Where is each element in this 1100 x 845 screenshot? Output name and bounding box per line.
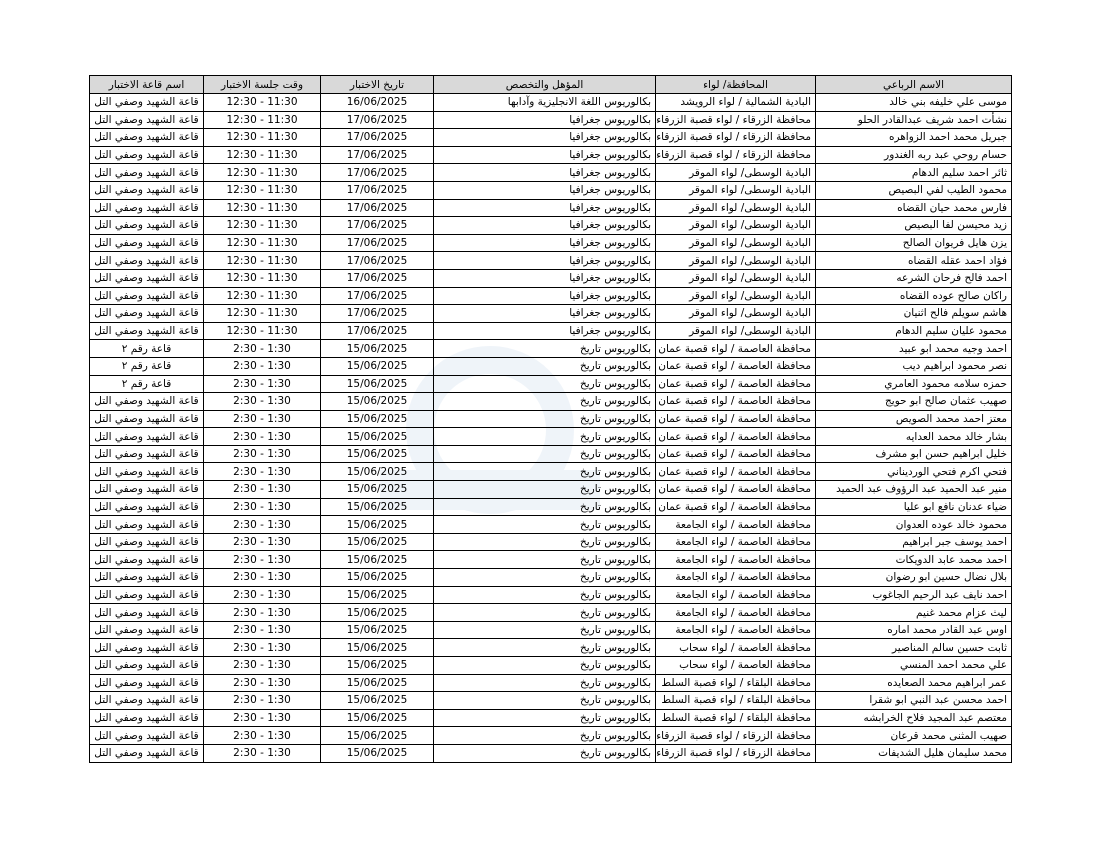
cell-governorate: محافظة العاصمة / لواء قصبة عمان [656,498,816,516]
cell-name: نشأت احمد شريف عبدالقادر الحلو [816,111,1012,129]
cell-exam-date: 17/06/2025 [321,305,434,323]
cell-name: احمد وجيه محمد ابو عبيد [816,340,1012,358]
cell-exam-date: 17/06/2025 [321,287,434,305]
cell-name: صهيب المثنى محمد قرعان [816,727,1012,745]
cell-exam-room: قاعة الشهيد وصفي التل [90,252,204,270]
cell-exam-room: قاعة الشهيد وصفي التل [90,516,204,534]
cell-exam-date: 15/06/2025 [321,551,434,569]
cell-exam-time: 11:30 - 12:30 [204,164,321,182]
cell-exam-date: 15/06/2025 [321,657,434,675]
cell-name: بلال نضال حسين ابو رضوان [816,569,1012,587]
cell-exam-time: 1:30 - 2:30 [204,375,321,393]
cell-exam-time: 11:30 - 12:30 [204,94,321,112]
table-row [90,146,1012,164]
cell-exam-time: 1:30 - 2:30 [204,428,321,446]
cell-name: عمر ابراهيم محمد الصعايده [816,674,1012,692]
cell-qualification: بكالوريوس تاريخ [434,586,656,604]
cell-exam-room: قاعة الشهيد وصفي التل [90,181,204,199]
table-row [90,709,1012,727]
cell-exam-date: 15/06/2025 [321,428,434,446]
cell-exam-room: قاعة الشهيد وصفي التل [90,164,204,182]
table-row [90,481,1012,499]
cell-exam-time: 1:30 - 2:30 [204,639,321,657]
cell-name: احمد محسن عبد النبي ابو شقرا [816,692,1012,710]
cell-name: راكان صالح عوده القضاه [816,287,1012,305]
header-qualification: المؤهل والتخصص [434,76,656,94]
cell-exam-room: قاعة الشهيد وصفي التل [90,639,204,657]
cell-exam-date: 17/06/2025 [321,217,434,235]
cell-qualification: بكالوريوس جغرافيا [434,164,656,182]
cell-exam-date: 15/06/2025 [321,357,434,375]
cell-exam-date: 15/06/2025 [321,586,434,604]
table-row [90,252,1012,270]
cell-qualification: بكالوريوس تاريخ [434,357,656,375]
cell-exam-room: قاعة الشهيد وصفي التل [90,445,204,463]
cell-name: يزن هايل فريوان الصالح [816,234,1012,252]
cell-exam-time: 1:30 - 2:30 [204,709,321,727]
table-row [90,287,1012,305]
cell-governorate: محافظة العاصمة / لواء الجامعة [656,621,816,639]
cell-qualification: بكالوريوس تاريخ [434,340,656,358]
table-row [90,129,1012,147]
cell-exam-room: قاعة الشهيد وصفي التل [90,428,204,446]
table-row [90,639,1012,657]
cell-qualification: بكالوريوس تاريخ [434,498,656,516]
header-exam-room: اسم قاعة الاختبار [90,76,204,94]
cell-qualification: بكالوريوس تاريخ [434,569,656,587]
cell-exam-date: 15/06/2025 [321,569,434,587]
cell-qualification: بكالوريوس تاريخ [434,692,656,710]
cell-exam-date: 15/06/2025 [321,639,434,657]
cell-governorate: محافظة العاصمة / لواء قصبة عمان [656,481,816,499]
cell-exam-time: 1:30 - 2:30 [204,604,321,622]
table-row [90,164,1012,182]
cell-exam-time: 1:30 - 2:30 [204,586,321,604]
cell-name: هاشم سويلم فالح اثنيان [816,305,1012,323]
cell-exam-time: 1:30 - 2:30 [204,744,321,762]
cell-name: احمد فالح فرحان الشرعه [816,269,1012,287]
cell-exam-date: 15/06/2025 [321,709,434,727]
cell-exam-room: قاعة الشهيد وصفي التل [90,604,204,622]
table-row [90,305,1012,323]
cell-exam-room: قاعة الشهيد وصفي التل [90,94,204,112]
table-row [90,586,1012,604]
cell-name: جبريل محمد احمد الزواهره [816,129,1012,147]
cell-exam-time: 1:30 - 2:30 [204,727,321,745]
cell-governorate: محافظة العاصمة / لواء قصبة عمان [656,410,816,428]
cell-governorate: محافظة الزرقاء / لواء قصبة الزرقاء [656,146,816,164]
table-row [90,692,1012,710]
cell-qualification: بكالوريوس جغرافيا [434,252,656,270]
cell-exam-room: قاعة الشهيد وصفي التل [90,586,204,604]
cell-qualification: بكالوريوس تاريخ [434,393,656,411]
cell-name: ليث عزام محمد غنيم [816,604,1012,622]
cell-governorate: محافظة العاصمة / لواء قصبة عمان [656,375,816,393]
table-row [90,498,1012,516]
cell-name: موسى علي خليفه بني خالد [816,94,1012,112]
table-row [90,428,1012,446]
cell-exam-room: قاعة الشهيد وصفي التل [90,709,204,727]
cell-exam-time: 1:30 - 2:30 [204,357,321,375]
cell-name: بشار خالد محمد العدايه [816,428,1012,446]
cell-governorate: محافظة العاصمة / لواء الجامعة [656,586,816,604]
cell-exam-date: 15/06/2025 [321,727,434,745]
cell-exam-time: 1:30 - 2:30 [204,551,321,569]
cell-exam-time: 11:30 - 12:30 [204,111,321,129]
cell-exam-time: 1:30 - 2:30 [204,533,321,551]
cell-exam-room: قاعة الشهيد وصفي التل [90,234,204,252]
cell-exam-date: 15/06/2025 [321,692,434,710]
table-row [90,375,1012,393]
cell-governorate: محافظة العاصمة / لواء قصبة عمان [656,393,816,411]
cell-qualification: بكالوريوس تاريخ [434,551,656,569]
cell-governorate: محافظة العاصمة / لواء قصبة عمان [656,428,816,446]
cell-qualification: بكالوريوس جغرافيا [434,199,656,217]
cell-qualification: بكالوريوس جغرافيا [434,287,656,305]
cell-exam-time: 11:30 - 12:30 [204,322,321,340]
cell-exam-date: 17/06/2025 [321,146,434,164]
cell-exam-room: قاعة رقم ٢ [90,375,204,393]
cell-governorate: البادية الوسطى/ لواء الموقر [656,217,816,235]
cell-exam-time: 1:30 - 2:30 [204,621,321,639]
cell-name: محمود خالد عوده العدوان [816,516,1012,534]
cell-name: علي محمد احمد المنسي [816,657,1012,675]
cell-qualification: بكالوريوس تاريخ [434,410,656,428]
table-row [90,357,1012,375]
cell-exam-date: 17/06/2025 [321,111,434,129]
table-row [90,269,1012,287]
cell-exam-date: 17/06/2025 [321,181,434,199]
cell-exam-date: 15/06/2025 [321,445,434,463]
cell-qualification: بكالوريوس تاريخ [434,428,656,446]
cell-exam-time: 1:30 - 2:30 [204,498,321,516]
cell-exam-date: 17/06/2025 [321,199,434,217]
cell-governorate: البادية الشمالية / لواء الرويشد [656,94,816,112]
cell-qualification: بكالوريوس تاريخ [434,375,656,393]
cell-name: محمود عليان سليم الدهام [816,322,1012,340]
cell-exam-date: 15/06/2025 [321,340,434,358]
table-row [90,181,1012,199]
cell-governorate: محافظة العاصمة / لواء الجامعة [656,516,816,534]
cell-governorate: البادية الوسطى/ لواء الموقر [656,199,816,217]
cell-governorate: محافظة العاصمة / لواء قصبة عمان [656,463,816,481]
header-governorate: المحافظة/ لواء [656,76,816,94]
cell-exam-room: قاعة الشهيد وصفي التل [90,533,204,551]
cell-qualification: بكالوريوس جغرافيا [434,181,656,199]
cell-exam-time: 1:30 - 2:30 [204,569,321,587]
cell-name: معتصم عبد المجيد فلاح الخرابشه [816,709,1012,727]
cell-exam-room: قاعة الشهيد وصفي التل [90,481,204,499]
cell-name: حسام روحي عبد ربه الغندور [816,146,1012,164]
cell-exam-date: 17/06/2025 [321,269,434,287]
cell-name: ضياء عدنان نافع ابو عليا [816,498,1012,516]
cell-name: نصر محمود ابراهيم ديب [816,357,1012,375]
cell-qualification: بكالوريوس تاريخ [434,516,656,534]
cell-exam-date: 17/06/2025 [321,164,434,182]
cell-exam-date: 16/06/2025 [321,94,434,112]
cell-governorate: محافظة العاصمة / لواء الجامعة [656,604,816,622]
cell-governorate: محافظة العاصمة / لواء قصبة عمان [656,445,816,463]
cell-exam-room: قاعة الشهيد وصفي التل [90,305,204,323]
cell-exam-room: قاعة الشهيد وصفي التل [90,146,204,164]
table-row [90,516,1012,534]
cell-name: محمد سليمان هليل الشديفات [816,744,1012,762]
table-row [90,569,1012,587]
cell-name: فارس محمد حيان القضاه [816,199,1012,217]
cell-exam-room: قاعة الشهيد وصفي التل [90,269,204,287]
cell-exam-date: 17/06/2025 [321,234,434,252]
cell-name: صهيب عثمان صالح ابو حويج [816,393,1012,411]
cell-exam-time: 11:30 - 12:30 [204,129,321,147]
cell-qualification: بكالوريوس جغرافيا [434,322,656,340]
cell-name: اوس عبد القادر محمد اماره [816,621,1012,639]
cell-exam-time: 11:30 - 12:30 [204,146,321,164]
cell-exam-room: قاعة الشهيد وصفي التل [90,393,204,411]
cell-qualification: بكالوريوس تاريخ [434,604,656,622]
cell-exam-time: 1:30 - 2:30 [204,692,321,710]
cell-exam-room: قاعة الشهيد وصفي التل [90,621,204,639]
cell-exam-time: 11:30 - 12:30 [204,287,321,305]
cell-governorate: البادية الوسطى/ لواء الموقر [656,252,816,270]
table-row [90,463,1012,481]
cell-exam-date: 15/06/2025 [321,674,434,692]
cell-governorate: محافظة البلقاء / لواء قصبة السلط [656,709,816,727]
cell-exam-time: 11:30 - 12:30 [204,217,321,235]
cell-governorate: البادية الوسطى/ لواء الموقر [656,322,816,340]
cell-governorate: محافظة العاصمة / لواء سحاب [656,639,816,657]
cell-exam-time: 1:30 - 2:30 [204,410,321,428]
cell-exam-date: 15/06/2025 [321,393,434,411]
table-row [90,621,1012,639]
cell-exam-room: قاعة الشهيد وصفي التل [90,217,204,235]
cell-exam-time: 11:30 - 12:30 [204,252,321,270]
cell-name: منير عبد الحميد عبد الرؤوف عبد الحميد [816,481,1012,499]
table-row [90,393,1012,411]
cell-exam-date: 15/06/2025 [321,604,434,622]
cell-qualification: بكالوريوس تاريخ [434,674,656,692]
cell-qualification: بكالوريوس تاريخ [434,621,656,639]
cell-exam-time: 11:30 - 12:30 [204,199,321,217]
cell-qualification: بكالوريوس تاريخ [434,727,656,745]
table-row [90,674,1012,692]
table-row [90,744,1012,762]
cell-governorate: محافظة البلقاء / لواء قصبة السلط [656,692,816,710]
cell-exam-room: قاعة الشهيد وصفي التل [90,727,204,745]
cell-exam-room: قاعة الشهيد وصفي التل [90,463,204,481]
cell-exam-date: 15/06/2025 [321,375,434,393]
cell-exam-date: 15/06/2025 [321,533,434,551]
cell-exam-room: قاعة الشهيد وصفي التل [90,199,204,217]
cell-exam-time: 1:30 - 2:30 [204,481,321,499]
cell-exam-date: 15/06/2025 [321,463,434,481]
cell-governorate: محافظة العاصمة / لواء الجامعة [656,551,816,569]
cell-exam-date: 17/06/2025 [321,252,434,270]
table-row [90,410,1012,428]
cell-exam-room: قاعة الشهيد وصفي التل [90,657,204,675]
cell-exam-time: 1:30 - 2:30 [204,657,321,675]
cell-exam-date: 17/06/2025 [321,129,434,147]
table-row [90,340,1012,358]
cell-governorate: البادية الوسطى/ لواء الموقر [656,305,816,323]
cell-qualification: بكالوريوس جغرافيا [434,217,656,235]
cell-exam-room: قاعة الشهيد وصفي التل [90,322,204,340]
cell-exam-date: 15/06/2025 [321,516,434,534]
cell-exam-room: قاعة الشهيد وصفي التل [90,692,204,710]
header-exam-date: تاريخ الاختبار [321,76,434,94]
cell-governorate: البادية الوسطى/ لواء الموقر [656,181,816,199]
cell-governorate: محافظة الزرقاء / لواء قصبة الزرقاء [656,111,816,129]
cell-exam-date: 15/06/2025 [321,481,434,499]
header-exam-time: وقت جلسة الاختبار [204,76,321,94]
cell-exam-time: 1:30 - 2:30 [204,516,321,534]
table-row [90,234,1012,252]
cell-name: محمود الطيب لفي البصيص [816,181,1012,199]
cell-exam-room: قاعة الشهيد وصفي التل [90,111,204,129]
cell-governorate: محافظة الزرقاء / لواء قصبة الزرقاء [656,129,816,147]
table-row [90,94,1012,112]
cell-qualification: بكالوريوس تاريخ [434,463,656,481]
cell-exam-room: قاعة الشهيد وصفي التل [90,674,204,692]
cell-qualification: بكالوريوس تاريخ [434,709,656,727]
cell-name: ثائر احمد سليم الدهام [816,164,1012,182]
cell-governorate: محافظة البلقاء / لواء قصبة السلط [656,674,816,692]
cell-governorate: محافظة الزرقاء / لواء قصبة الزرقاء [656,727,816,745]
cell-qualification: بكالوريوس اللغة الانجليزية وآدابها [434,94,656,112]
cell-exam-time: 1:30 - 2:30 [204,340,321,358]
cell-qualification: بكالوريوس تاريخ [434,744,656,762]
cell-exam-time: 1:30 - 2:30 [204,674,321,692]
table-row [90,445,1012,463]
cell-exam-room: قاعة الشهيد وصفي التل [90,498,204,516]
table-row [90,322,1012,340]
cell-governorate: البادية الوسطى/ لواء الموقر [656,287,816,305]
cell-name: فتحي اكرم فتحي الورديناني [816,463,1012,481]
cell-exam-date: 17/06/2025 [321,322,434,340]
cell-governorate: البادية الوسطى/ لواء الموقر [656,164,816,182]
cell-name: معتز احمد محمد الصويص [816,410,1012,428]
cell-exam-date: 15/06/2025 [321,621,434,639]
cell-governorate: البادية الوسطى/ لواء الموقر [656,269,816,287]
cell-exam-time: 1:30 - 2:30 [204,463,321,481]
cell-exam-room: قاعة الشهيد وصفي التل [90,569,204,587]
cell-qualification: بكالوريوس تاريخ [434,481,656,499]
cell-qualification: بكالوريوس تاريخ [434,533,656,551]
cell-name: خليل ابراهيم حسن ابو مشرف [816,445,1012,463]
cell-exam-time: 1:30 - 2:30 [204,393,321,411]
table-row [90,727,1012,745]
cell-qualification: بكالوريوس جغرافيا [434,269,656,287]
table-header-row [90,76,1012,94]
cell-exam-room: قاعة الشهيد وصفي التل [90,551,204,569]
cell-exam-time: 11:30 - 12:30 [204,305,321,323]
cell-exam-room: قاعة الشهيد وصفي التل [90,410,204,428]
cell-exam-room: قاعة الشهيد وصفي التل [90,129,204,147]
cell-qualification: بكالوريوس تاريخ [434,657,656,675]
cell-qualification: بكالوريوس جغرافيا [434,111,656,129]
cell-governorate: محافظة العاصمة / لواء الجامعة [656,533,816,551]
cell-qualification: بكالوريوس تاريخ [434,639,656,657]
cell-name: ثابت حسين سالم المناصير [816,639,1012,657]
table-row [90,657,1012,675]
cell-name: زيد محيسن لفا البصيص [816,217,1012,235]
table-row [90,604,1012,622]
cell-exam-room: قاعة الشهيد وصفي التل [90,287,204,305]
cell-exam-room: قاعة رقم ٢ [90,357,204,375]
cell-governorate: محافظة العاصمة / لواء قصبة عمان [656,357,816,375]
cell-exam-date: 15/06/2025 [321,410,434,428]
cell-qualification: بكالوريوس جغرافيا [434,305,656,323]
cell-exam-date: 15/06/2025 [321,498,434,516]
table-row [90,199,1012,217]
cell-exam-time: 11:30 - 12:30 [204,269,321,287]
cell-governorate: محافظة الزرقاء / لواء قصبة الزرقاء [656,744,816,762]
cell-exam-room: قاعة رقم ٢ [90,340,204,358]
cell-exam-time: 1:30 - 2:30 [204,445,321,463]
cell-qualification: بكالوريوس جغرافيا [434,146,656,164]
cell-name: فؤاد احمد عقله القضاه [816,252,1012,270]
cell-qualification: بكالوريوس جغرافيا [434,234,656,252]
table-row [90,533,1012,551]
cell-qualification: بكالوريوس تاريخ [434,445,656,463]
cell-name: احمد محمد عابد الدويكات [816,551,1012,569]
cell-name: احمد يوسف جبر ابراهيم [816,533,1012,551]
cell-name: احمد نايف عبد الرحيم الجاغوب [816,586,1012,604]
cell-exam-room: قاعة الشهيد وصفي التل [90,744,204,762]
cell-name: حمزه سلامه محمود العامري [816,375,1012,393]
exam-schedule-table [89,75,1012,763]
cell-governorate: البادية الوسطى/ لواء الموقر [656,234,816,252]
cell-governorate: محافظة العاصمة / لواء قصبة عمان [656,340,816,358]
cell-governorate: محافظة العاصمة / لواء الجامعة [656,569,816,587]
cell-exam-date: 15/06/2025 [321,744,434,762]
cell-governorate: محافظة العاصمة / لواء سحاب [656,657,816,675]
cell-exam-time: 11:30 - 12:30 [204,234,321,252]
table-row [90,111,1012,129]
cell-exam-time: 11:30 - 12:30 [204,181,321,199]
header-name: الاسم الرباعي [816,76,1012,94]
table-row [90,217,1012,235]
cell-qualification: بكالوريوس جغرافيا [434,129,656,147]
table-row [90,551,1012,569]
